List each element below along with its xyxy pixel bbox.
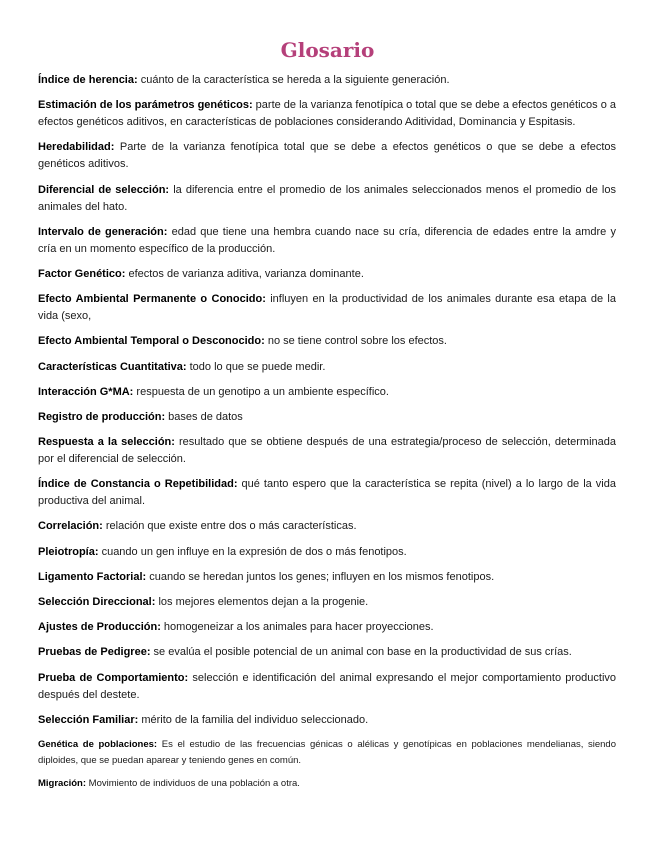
glossary-term: Índice de Constancia o Repetibilidad: bbox=[38, 478, 238, 491]
glossary-term: Heredabilidad: bbox=[38, 141, 115, 154]
glossary-entry bbox=[38, 333, 616, 350]
glossary-definition: cuando se heredan juntos los genes; influyen en los mismos fenotipos. bbox=[146, 570, 495, 583]
glossary-entry bbox=[38, 139, 616, 173]
glossary-term: Factor Genético: bbox=[38, 267, 126, 280]
glossary-entry bbox=[38, 544, 616, 561]
glossary-definition: resultado que se obtiene después de una estrategia/proceso de selección, determinada por el diferencial de selección. bbox=[38, 436, 616, 466]
glossary-definition: selección e identificación del animal expresando el mejor comportamiento productivo después del destete. bbox=[38, 671, 617, 701]
glossary-entry bbox=[38, 291, 616, 325]
glossary-entry bbox=[38, 776, 616, 792]
glossary-definition: edad que tiene una hembra cuando nace su cría, diferencia de edades entre la amdre y cría en un momento específico de la producción. bbox=[38, 225, 616, 255]
glossary-term: Registro de producción: bbox=[38, 410, 166, 423]
glossary-definition: influyen en la productividad de los animales durante esa etapa de la vida (sexo, bbox=[38, 293, 616, 323]
glossary-definition: respuesta de un genotipo a un ambiente específico. bbox=[133, 385, 389, 398]
glossary-term: Pruebas de Pedigree: bbox=[38, 646, 151, 659]
glossary-entry bbox=[38, 619, 616, 636]
glossary-definition: efectos de varianza aditiva, varianza dominante. bbox=[125, 267, 364, 280]
glossary-entry bbox=[38, 97, 616, 131]
glossary-term: Respuesta a la selección: bbox=[38, 436, 175, 449]
glossary-term: Genética de poblaciones: bbox=[38, 738, 158, 750]
glossary-entry bbox=[38, 712, 616, 729]
glossary-definition: Movimiento de individuos de una población a otra. bbox=[86, 777, 300, 789]
glossary-entry bbox=[38, 644, 616, 661]
glossary-entry bbox=[38, 594, 616, 611]
glossary-term: Ligamento Factorial: bbox=[38, 570, 147, 583]
glossary-entry bbox=[38, 266, 616, 283]
glossary-entry bbox=[38, 224, 616, 258]
glossary-entry bbox=[38, 384, 616, 401]
glossary-definition: no se tiene control sobre los efectos. bbox=[264, 335, 447, 348]
glossary-term: Efecto Ambiental Permanente o Conocido: bbox=[38, 293, 266, 306]
glossary-definition: cuánto de la característica se hereda a la siguiente generación. bbox=[137, 74, 450, 86]
glossary-term: Efecto Ambiental Temporal o Desconocido: bbox=[38, 335, 265, 348]
glossary-term: Migración: bbox=[38, 777, 87, 789]
glossary-definition: qué tanto espero que la característica se repita (nivel) a lo largo de la vida productiva del animal. bbox=[38, 478, 616, 508]
glossary-term: Correlación: bbox=[38, 520, 103, 533]
glossary-term: Diferencial de selección: bbox=[38, 183, 170, 196]
glossary-definition: cuando un gen influye en la expresión de dos o más fenotipos. bbox=[98, 545, 407, 558]
glossary-definition: parte de la varianza fenotípica o total que se debe a efectos genéticos o a efectos genéticos aditivos, en características de poblaciones considerando Aditividad, Dominancia y Espitasis. bbox=[38, 99, 616, 129]
page-title: Glosario bbox=[280, 38, 375, 62]
glossary-entry bbox=[38, 737, 616, 769]
glossary-term: Ajustes de Producción: bbox=[38, 621, 161, 634]
glossary-entry bbox=[38, 434, 616, 468]
glossary-term: Selección Direccional: bbox=[38, 596, 156, 608]
glossary-term: Índice de herencia: bbox=[38, 74, 138, 86]
glossary-entry bbox=[38, 518, 616, 535]
glossary-entry bbox=[38, 476, 616, 510]
glossary-term: Intervalo de generación: bbox=[38, 225, 168, 238]
glossary-entry bbox=[38, 182, 616, 216]
glossary-entry bbox=[38, 569, 616, 586]
glossary-definition: se evalúa el posible potencial de un animal con base en la productividad de sus crías. bbox=[150, 646, 572, 659]
glossary-term: Estimación de los parámetros genéticos: bbox=[38, 99, 253, 112]
glossary-term: Características Cuantitativa: bbox=[38, 360, 187, 373]
glossary-entry bbox=[38, 409, 616, 426]
glossary-definition: mérito de la familia del individuo seleccionado. bbox=[138, 713, 369, 726]
glossary-definition: todo lo que se puede medir. bbox=[186, 360, 326, 373]
glossary-definition: bases de datos bbox=[165, 410, 243, 423]
glossary-definition: Parte de la varianza fenotípica total que se debe a efectos genéticos o que se debe a efectos genéticos aditivos. bbox=[38, 141, 616, 171]
glossary-definition: Es el estudio de las frecuencias génicas o alélicas y genotípicas en poblaciones mendelianas, siendo diploides, que se puedan aparear y teniendo genes en común. bbox=[38, 738, 617, 766]
glossary-term: Pleiotropía: bbox=[38, 545, 99, 558]
glossary-definition: la diferencia entre el promedio de los animales seleccionados menos el promedio de los animales del hato. bbox=[38, 183, 616, 213]
glossary-term: Selección Familiar: bbox=[38, 713, 139, 726]
glossary-definition: los mejores elementos dejan a la progenie. bbox=[155, 596, 369, 608]
glossary-list bbox=[38, 72, 616, 799]
glossary-definition: homogeneizar a los animales para hacer proyecciones. bbox=[160, 621, 434, 634]
glossary-entry bbox=[38, 359, 616, 376]
glossary-entry bbox=[38, 670, 616, 704]
glossary-term: Prueba de Comportamiento: bbox=[38, 671, 189, 684]
glossary-term: Interacción G*MA: bbox=[38, 385, 134, 398]
glossary-definition: relación que existe entre dos o más características. bbox=[102, 520, 357, 533]
glossary-entry bbox=[38, 72, 616, 89]
